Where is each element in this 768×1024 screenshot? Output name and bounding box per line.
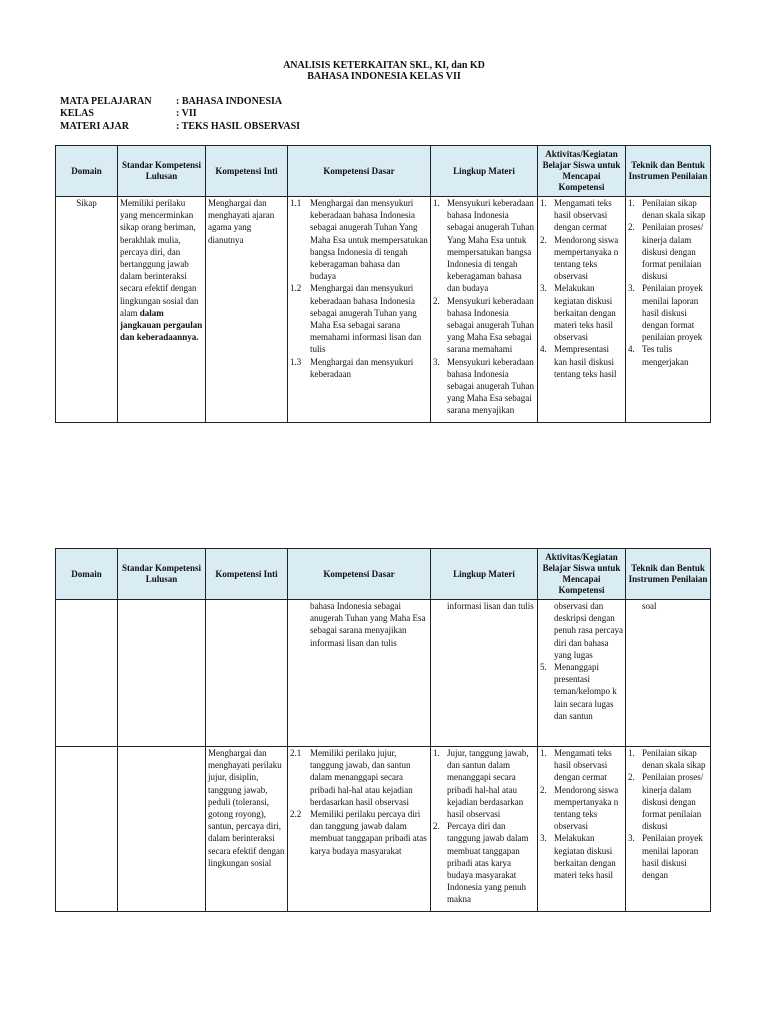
item-text: Mendorong siswa mempertanyaka n tentang teks observasi (554, 234, 619, 282)
header-skl: Standar Kompetensi Lulusan (118, 549, 206, 600)
aktivitas-item (540, 600, 623, 661)
kd-cell (288, 600, 431, 747)
skl-cell (118, 197, 206, 423)
item-number: 2. (540, 784, 547, 795)
item-text: Menghargai dan mensyukuri keberadaan bahasa Indonesia sebagai anugerah Tuhan Yang Maha Esa untuk mempersatukan bangsa Indonesia di tengah keberagaman bahasa dan budaya (310, 198, 428, 282)
meta-value: : TEKS HASIL OBSERVASI (176, 121, 301, 132)
item-text: soal (642, 601, 657, 611)
lingkup-item (433, 820, 535, 905)
item-number: 2. (433, 821, 440, 832)
table-header-row (56, 146, 711, 197)
aktivitas-item (540, 282, 623, 343)
aktivitas-item (540, 343, 623, 380)
item-text: Melakukan kegiatan diskusi berkaitan dengan materi teks hasil observasi (554, 283, 616, 343)
teknik-item (628, 747, 708, 771)
table-row (56, 197, 711, 423)
item-text: Penilaian sikap denan skala sikap (642, 198, 706, 221)
ki-cell (206, 600, 288, 747)
header-lingkup: Lingkup Materi (431, 146, 538, 197)
aktivitas-cell (538, 600, 626, 747)
item-number: 3. (628, 833, 635, 844)
aktivitas-item (540, 832, 623, 881)
item-number (540, 600, 554, 661)
lingkup-cell (431, 747, 538, 912)
item-text: Mempresentasi kan hasil diskusi tentang teks hasil (554, 344, 617, 379)
header-skl: Standar Kompetensi Lulusan (118, 146, 206, 197)
item-text: Mengamati teks hasil observasi dengan cermat (554, 748, 612, 783)
item-text: Menanggapi presentasi teman/kelompo k lain secara lugas dan santun (554, 662, 617, 721)
skl-bold-text: dalam jangkauan pergaulan dan keberadaannya. (120, 307, 203, 343)
table-row (56, 600, 711, 747)
item-text: Penilaian proyek menilai laporan hasil diskusi dengan (642, 833, 703, 881)
table-row (56, 747, 711, 912)
item-number (433, 600, 447, 612)
item-text: Menghargai dan mensyukuri keberadaan bahasa Indonesia sebagai anugerah Tuhan yang Maha Esa sebagai sarana memahami informasi lisan dan tulis (310, 283, 422, 355)
teknik-item (628, 343, 708, 367)
item-number: 1.2 (290, 283, 302, 294)
meta-key: KELAS (60, 108, 94, 119)
item-number: 3. (540, 283, 547, 294)
header-ki: Kompetensi Inti (206, 146, 288, 197)
item-text: Penilaian proses/ kinerja dalam diskusi dengan format penilaian diskusi (642, 222, 704, 282)
item-text: Mendorong siswa mempertanyaka n tentang teks observasi (554, 784, 619, 832)
item-number: 3. (433, 356, 440, 367)
item-text: Mensyukuri keberadaan bahasa Indonesia sebagai anugerah Tuhan yang Maha Esa sebagai sarana memahami (447, 295, 534, 355)
teknik-cell (626, 747, 711, 912)
table-header-row (56, 549, 711, 600)
kd-item (290, 808, 428, 857)
skl-cell (118, 747, 206, 912)
domain-cell: Sikap (56, 197, 118, 423)
document-subtitle: BAHASA INDONESIA KELAS VII (307, 71, 461, 82)
item-number: 1.3 (290, 356, 302, 367)
item-number: 1. (540, 198, 547, 208)
analysis-table-1 (55, 145, 711, 423)
kd-item (290, 600, 428, 649)
header-teknik: Teknik dan Bentuk Instrumen Penilaian (626, 549, 711, 600)
item-text: Jujur, tanggung jawab, dan santun dalam menanggapi secara pribadi hal-hal atau kejadian berdasarkan hasil observasi (447, 748, 529, 820)
header-domain: Domain (56, 146, 118, 197)
item-text: Melakukan kegiatan diskusi berkaitan dengan materi teks hasil (554, 833, 616, 881)
lingkup-cell (431, 197, 538, 423)
teknik-item (628, 600, 708, 612)
item-text: Penilaian proyek menilai laporan hasil diskusi dengan format penilaian proyek (642, 283, 703, 343)
teknik-cell (626, 197, 711, 423)
item-number: 3. (628, 283, 635, 294)
aktivitas-item (540, 747, 623, 784)
item-number: 1. (540, 748, 547, 758)
item-text: bahasa Indonesia sebagai anugerah Tuhan yang Maha Esa sebagai sarana menyajikan informasi lisan dan tulis (310, 601, 426, 648)
item-text: observasi dan deskripsi dengan penuh rasa percaya diri dan bahasa yang lugas (554, 601, 623, 660)
meta-key: MATERI AJAR (60, 121, 129, 132)
item-number: 1. (433, 198, 440, 208)
item-number: 4. (628, 344, 635, 355)
item-number (628, 600, 642, 612)
item-number: 2. (628, 772, 635, 783)
item-number (290, 600, 310, 649)
lingkup-item (433, 747, 535, 820)
header-aktivitas: Aktivitas/Kegiatan Belajar Siswa untuk Mencapai Kompetensi (538, 549, 626, 600)
meta-kelas (60, 108, 197, 120)
aktivitas-item (540, 661, 623, 722)
ki-cell: Menghargai dan menghayati perilaku jujur, disiplin, tanggung jawab, peduli (toleransi, gotong royong), santun, percaya diri, dalam berinteraksi secara efektif dengan lingkungan sosial (206, 747, 288, 912)
item-number: 1. (433, 748, 440, 758)
aktivitas-item (540, 784, 623, 833)
lingkup-item (433, 600, 535, 612)
header-domain: Domain (56, 549, 118, 600)
lingkup-item (433, 295, 535, 356)
header-ki: Kompetensi Inti (206, 549, 288, 600)
ki-cell: Menghargai dan menghayati ajaran agama yang dianutnya (206, 197, 288, 423)
header-kd: Kompetensi Dasar (288, 549, 431, 600)
item-number: 4. (540, 344, 547, 355)
kd-item (290, 282, 428, 355)
teknik-item (628, 282, 708, 343)
item-number: 2. (433, 295, 440, 306)
header-teknik: Teknik dan Bentuk Instrumen Penilaian (626, 146, 711, 197)
lingkup-item (433, 356, 535, 417)
item-text: Mensyukuri keberadaan bahasa Indonesia sebagai anugerah Tuhan Yang Maha Esa untuk mempersatukan bangsa Indonesia di tengah keberagaman bahasa dan budaya (447, 198, 534, 294)
teknik-item (628, 197, 708, 221)
item-number: 1. (628, 748, 635, 758)
item-number: 3. (540, 833, 547, 844)
teknik-item (628, 832, 708, 881)
item-number: 1.1 (290, 198, 302, 208)
lingkup-item (433, 197, 535, 295)
header-kd: Kompetensi Dasar (288, 146, 431, 197)
item-text: Penilaian sikap denan skala sikap (642, 748, 706, 771)
item-text: Menghargai dan mensyukuri keberadaan (310, 356, 414, 379)
teknik-item (628, 221, 708, 282)
meta-value: : VII (176, 108, 197, 119)
kd-item (290, 356, 428, 380)
item-text: Mengamati teks hasil observasi dengan cermat (554, 198, 612, 233)
item-number: 5. (540, 662, 547, 673)
item-text: Penilaian proses/ kinerja dalam diskusi dengan format penilaian diskusi (642, 772, 704, 832)
item-text: Percaya diri dan tanggung jawab dalam membuat tanggapan pribadi atas karya budaya masyarakat Indonesia yang penuh makna (447, 821, 529, 905)
aktivitas-cell (538, 747, 626, 912)
aktivitas-item (540, 234, 623, 283)
item-number: 2. (540, 234, 547, 245)
kd-cell (288, 197, 431, 423)
kd-item (290, 747, 428, 808)
meta-value: : BAHASA INDONESIA (176, 96, 283, 107)
item-text: informasi lisan dan tulis (447, 601, 534, 611)
item-number: 2.2 (290, 809, 302, 820)
aktivitas-item (540, 197, 623, 234)
skl-cell (118, 600, 206, 747)
header-lingkup: Lingkup Materi (431, 549, 538, 600)
item-text: Memiliki perilaku jujur, tanggung jawab, dan santun dalam menanggapi secara pribadi hal-hal atau kejadian berdasarkan hasil observasi (310, 748, 413, 807)
teknik-cell (626, 600, 711, 747)
teknik-item (628, 771, 708, 832)
domain-cell (56, 600, 118, 747)
document-title: ANALISIS KETERKAITAN SKL, KI, dan KD (283, 60, 485, 71)
item-text: Tes tulis mengerjakan (642, 344, 689, 367)
meta-materi-ajar (60, 121, 300, 133)
kd-cell (288, 747, 431, 912)
kd-item (290, 197, 428, 282)
meta-mata-pelajaran (60, 96, 282, 108)
analysis-table-2 (55, 548, 711, 912)
item-number: 2.1 (290, 748, 302, 758)
lingkup-cell (431, 600, 538, 747)
item-text: Memiliki perilaku percaya diri dan tanggung jawab dalam membuat tanggapan pribadi atas karya budaya masyarakat (310, 809, 427, 856)
item-text: Mensyukuri keberadaan bahasa Indonesia sebagai anugerah Tuhan yang Maha Esa sebagai sarana menyajikan (447, 356, 534, 416)
meta-key: MATA PELAJARAN (60, 96, 152, 107)
aktivitas-cell (538, 197, 626, 423)
skl-text: Memiliki perilaku yang mencerminkan sikap orang beriman, berakhlak mulia, percaya diri, dan bertanggung jawab dalam berinteraksi secara efektif dengan lingkungan sosial dan alam (120, 198, 199, 318)
domain-cell (56, 747, 118, 912)
item-number: 1. (628, 198, 635, 208)
item-number: 2. (628, 222, 635, 233)
header-aktivitas: Aktivitas/Kegiatan Belajar Siswa untuk Mencapai Kompetensi (538, 146, 626, 197)
